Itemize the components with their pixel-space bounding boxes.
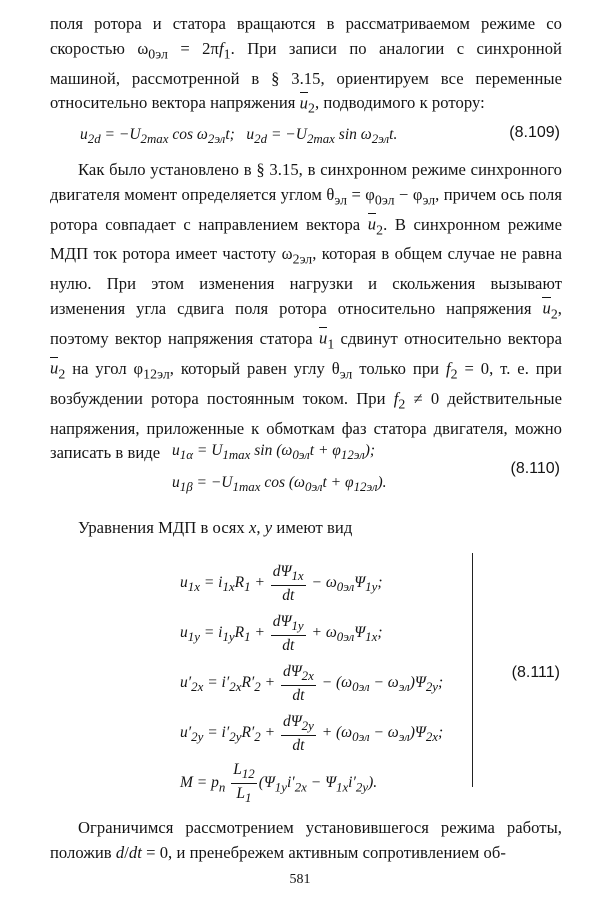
equation-8-109: $u_{2d} = -U_{2max}$ $\cos \omega_{2эл}t$; $u_{2d} = -U_{2max}$ $\sin \omega_{2эл}t$. bbox=[80, 126, 398, 147]
equation-8-111-line-5: $M = p_п$ $\frac{L_{12}}{L_1}$ $(\Psi_{1y}i'_{2x} - \Psi_{1x}i'_{2y})$. bbox=[180, 761, 378, 806]
equation-8-110-line-2: $u_{1\beta} = -U_{1max}$ $\cos (\omega_{0эл}t + \varphi_{12эл})$. bbox=[172, 474, 387, 495]
equation-8-111-line-3: $u'_{2x} = i'_{2x}R'_2$ + $\frac{d\Psi_{2x}}{dt}$ − $(\omega_{0эл} - \omega_{эл})\Psi_{2y}$; bbox=[180, 663, 444, 705]
equation-8-110 bbox=[172, 440, 387, 498]
equation-8-111-line-1: $u_{1x} = i_{1x}R_1$ + $\frac{d\Psi_{1x}}{dt}$ − $\omega_{0эл}\Psi_{1y}$; bbox=[180, 562, 383, 604]
equation-8-111-line-2: $u_{1y} = i_{1y}R_1$ + $\frac{d\Psi_{1y}}{dt}$ + $\omega_{0эл}\Psi_{1x}$; bbox=[180, 612, 383, 655]
equation-number-8-111: (8.111) bbox=[511, 664, 560, 681]
paragraph-2: Как было установлено в § 3.15, в синхронном режиме синхронного двигателя момент определяется углом $\theta_{эл} = \varphi_{0эл} - \varphi_{эл}$, причем ось поля ротора совпадает с направлением вектора $u_2$. В синхронном режиме МДП ток ротора имеет частоту $\omega_{2эл}$, которая в общем случае не равна нулю. При этом изменения нагрузки и скольжения вызывают изменения угла сдвига поля ротора относительно напряжения $u_2$, поэтому вектор напряжения статора $u_1$ сдвинут относительно вектора $u_2$ на угол $\varphi_{12эл}$, который равен углу $\theta_{эл}$ только при $f_2 = 0$, т. е. при возбуждении ротора постоянным током. При $f_2 \ne 0$ действительные напряжения, приложенные к обмоткам фаз статора двигателя, можно записать в виде bbox=[50, 160, 563, 463]
paragraph-3: Уравнения МДП в осях x, y имеют вид bbox=[78, 518, 353, 537]
equation-number-8-110: (8.110) bbox=[510, 460, 560, 477]
equation-8-111-line-4: $u'_{2y} = i'_{2y}R'_2$ + $\frac{d\Psi_{2y}}{dt}$ + $(\omega_{0эл} - \omega_{эл})\Psi_{2x}$; bbox=[180, 713, 444, 755]
equation-8-111 bbox=[180, 560, 443, 811]
paragraph-1: поля ротора и статора вращаются в рассматриваемом режиме со скоростью $\omega_{0эл} = 2\pi f_1$. При записи по аналогии с синхронной машиной, рассмотренной в § 3.15, ориентируем все переменные относительно вектора напряжения $u_2$, подводимого к ротору: bbox=[50, 14, 562, 116]
equation-8-110-line-1: $u_{1\alpha} = U_{1max}$ $\sin (\omega_{0эл}t + \varphi_{12эл})$; bbox=[172, 442, 376, 463]
equation-system-brace bbox=[464, 553, 473, 787]
page-number: 581 bbox=[289, 872, 311, 887]
paragraph-4: Ограничимся рассмотрением установившегося режима работы, положив d/dt = 0, и пренебрежем активным сопротивлением об- bbox=[50, 818, 562, 862]
equation-number-8-109: (8.109) bbox=[509, 124, 560, 141]
